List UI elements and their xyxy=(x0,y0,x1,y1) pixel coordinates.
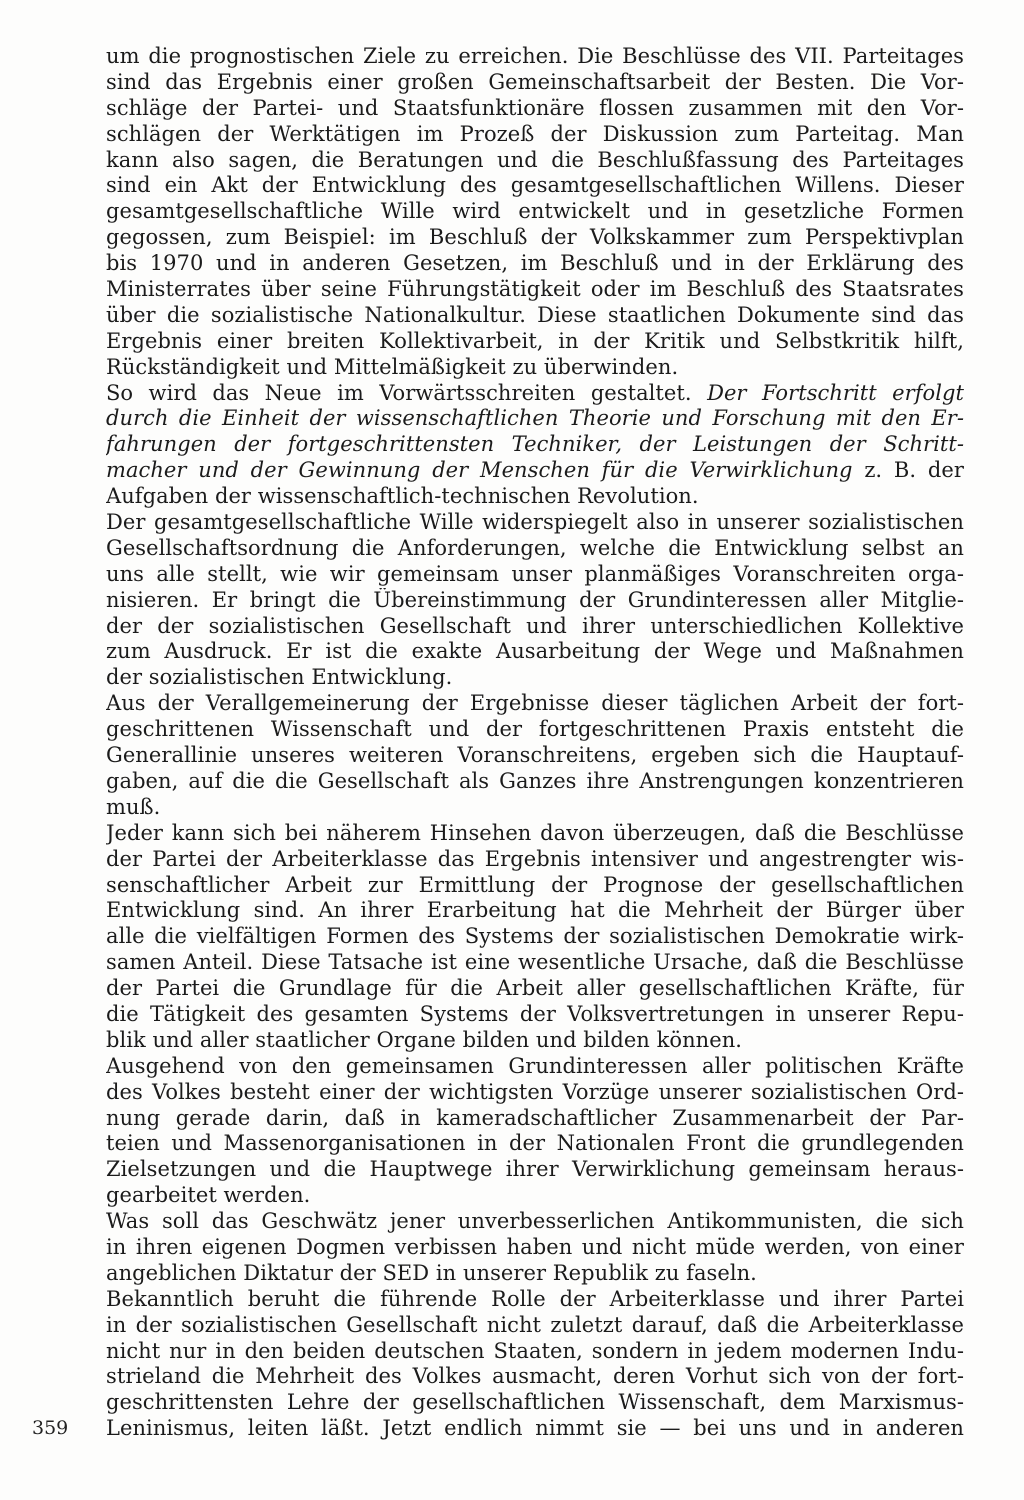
text-line: Entwicklung sind. An ihrer Erarbeitung hat die Mehrheit der Bürger über xyxy=(106,898,964,923)
text-line: Ergebnis einer breiten Kollektivarbeit, in der Kritik und Selbstkritik hilft, xyxy=(106,328,964,353)
text-line: geschrittenen Wissenschaft und der fortgeschrittenen Praxis entsteht die xyxy=(106,717,964,742)
text-line: Rückständigkeit und Mittelmäßigkeit zu überwinden. xyxy=(106,354,679,379)
body-text xyxy=(106,44,964,1442)
text-line: sind ein Akt der Entwicklung des gesamtgesellschaftlichen Willens. Dieser xyxy=(106,173,964,198)
text-line: gesamtgesellschaftliche Wille wird entwickelt und in gesetzliche Formen xyxy=(106,199,964,224)
text-line: angeblichen Diktatur der SED in unserer Republik zu faseln. xyxy=(106,1260,757,1285)
text-line: uns alle stellt, wie wir gemeinsam unser planmäßiges Voranschreiten orga- xyxy=(106,561,964,586)
text-line: sind das Ergebnis einer großen Gemeinschaftsarbeit der Besten. Die Vor- xyxy=(106,69,964,94)
text-line: Leninismus, leiten läßt. Jetzt endlich nimmt sie — bei uns und in anderen xyxy=(106,1416,964,1441)
text-line: teien und Massenorganisationen in der Nationalen Front die grundlegenden xyxy=(106,1131,964,1156)
text-line: nisieren. Er bringt die Übereinstimmung der Grundinteressen aller Mitglie- xyxy=(106,587,964,612)
text-line: in der sozialistischen Gesellschaft nicht zuletzt darauf, daß die Arbeiterklasse xyxy=(106,1312,964,1337)
text-line: Zielsetzungen und die Hauptwege ihrer Verwirklichung gemeinsam heraus- xyxy=(106,1157,964,1182)
text-line: Gesellschaftsordnung die Anforderungen, welche die Entwicklung selbst an xyxy=(106,535,964,560)
text-line: Der gesamtgesellschaftliche Wille widerspiegelt also in unserer sozialistischen xyxy=(106,510,964,535)
text-line: nicht nur in den beiden deutschen Staaten, sondern in jedem modernen Indu- xyxy=(106,1338,964,1363)
text-line: der Partei der Arbeiterklasse das Ergebnis intensiver und angestrengter wis- xyxy=(106,846,964,871)
text-line: schläge der Partei- und Staatsfunktionäre flossen zusammen mit den Vor- xyxy=(106,95,964,120)
text-line: geschrittensten Lehre der gesellschaftlichen Wissenschaft, dem Marxismus- xyxy=(106,1390,964,1415)
text-line: in ihren eigenen Dogmen verbissen haben und nicht müde werden, von einer xyxy=(106,1234,964,1259)
text-line: zum Ausdruck. Er ist die exakte Ausarbeitung der Wege und Maßnahmen xyxy=(106,639,964,664)
text-line: Ministerrates über seine Führungstätigkeit oder im Beschluß des Staatsrates xyxy=(106,277,964,302)
text-line: die Tätigkeit des gesamten Systems der Volksvertretungen in unserer Repu- xyxy=(106,1001,964,1026)
text-line: der sozialistischen Entwicklung. xyxy=(106,665,453,690)
text-line: der der sozialistischen Gesellschaft und ihrer unterschiedlichen Kollektive xyxy=(106,613,964,638)
text-line: alle die vielfältigen Formen des Systems der sozialistischen Demokratie wirk- xyxy=(106,924,964,949)
text-line: gearbeitet werden. xyxy=(106,1183,311,1208)
text-line: gegossen, zum Beispiel: im Beschluß der Volkskammer zum Perspektivplan xyxy=(106,225,964,250)
text-line: gaben, auf die die Gesellschaft als Ganzes ihre Anstrengungen konzentrieren xyxy=(106,768,964,793)
text-line: samen Anteil. Diese Tatsache ist eine wesentliche Ursache, daß die Beschlüsse xyxy=(106,950,964,975)
text-line: senschaftlicher Arbeit zur Ermittlung der Prognose der gesellschaftlichen xyxy=(106,872,964,897)
text-line: nung gerade darin, daß in kameradschaftlicher Zusammenarbeit der Par- xyxy=(106,1105,964,1130)
text-line: Ausgehend von den gemeinsamen Grundinteressen aller politischen Kräfte xyxy=(106,1053,964,1078)
emphasis-segment: Der Fortschritt erfolgt xyxy=(707,380,964,405)
text-line: Was soll das Geschwätz jener unverbesserlichen Antikommunisten, die sich xyxy=(106,1209,964,1234)
text-line: blik und aller staatlicher Organe bilden und bilden können. xyxy=(106,1027,742,1052)
page-number: 359 xyxy=(32,1417,69,1439)
text-line: um die prognostischen Ziele zu erreichen. Die Beschlüsse des VII. Parteitages xyxy=(106,44,964,68)
text-line: Bekanntlich beruht die führende Rolle der Arbeiterklasse und ihrer Partei xyxy=(106,1286,964,1311)
text-line: über die sozialistische Nationalkultur. Diese staatlichen Dokumente sind das xyxy=(106,302,964,327)
text-line: strieland die Mehrheit des Volkes ausmacht, deren Vorhut sich von der fort- xyxy=(106,1364,964,1389)
text-line xyxy=(106,458,964,484)
text-line xyxy=(106,381,964,407)
text-line: bis 1970 und in anderen Gesetzen, im Beschluß und in der Erklärung des xyxy=(106,251,964,276)
text-line: Aufgaben der wissenschaftlich-technischen Revolution. xyxy=(106,484,699,509)
text-line: fahrungen der fortgeschrittensten Techniker, der Leistungen der Schritt- xyxy=(106,432,964,457)
text-line: muß. xyxy=(106,794,161,819)
text-segment: So wird das Neue im Vorwärtsschreiten gestaltet. xyxy=(106,380,692,405)
text-line: Aus der Verallgemeinerung der Ergebnisse dieser täglichen Arbeit der fort- xyxy=(106,691,964,716)
text-line: schlägen der Werktätigen im Prozeß der Diskussion zum Parteitag. Man xyxy=(106,121,964,146)
text-segment: z. B. der xyxy=(864,458,964,483)
text-line: durch die Einheit der wissenschaftlichen Theorie und Forschung mit den Er- xyxy=(106,406,964,431)
text-line: kann also sagen, die Beratungen und die Beschlußfassung des Parteitages xyxy=(106,147,964,172)
text-line: Generallinie unseres weiteren Voranschreitens, ergeben sich die Hauptauf- xyxy=(106,743,964,768)
emphasis-segment: macher und der Gewinnung der Menschen für die Verwirklichung xyxy=(106,458,853,483)
text-line: Jeder kann sich bei näherem Hinsehen davon überzeugen, daß die Beschlüsse xyxy=(106,820,964,845)
text-line: des Volkes besteht einer der wichtigsten Vorzüge unserer sozialistischen Ord- xyxy=(106,1079,964,1104)
text-line: der Partei die Grundlage für die Arbeit aller gesellschaftlichen Kräfte, für xyxy=(106,976,964,1001)
